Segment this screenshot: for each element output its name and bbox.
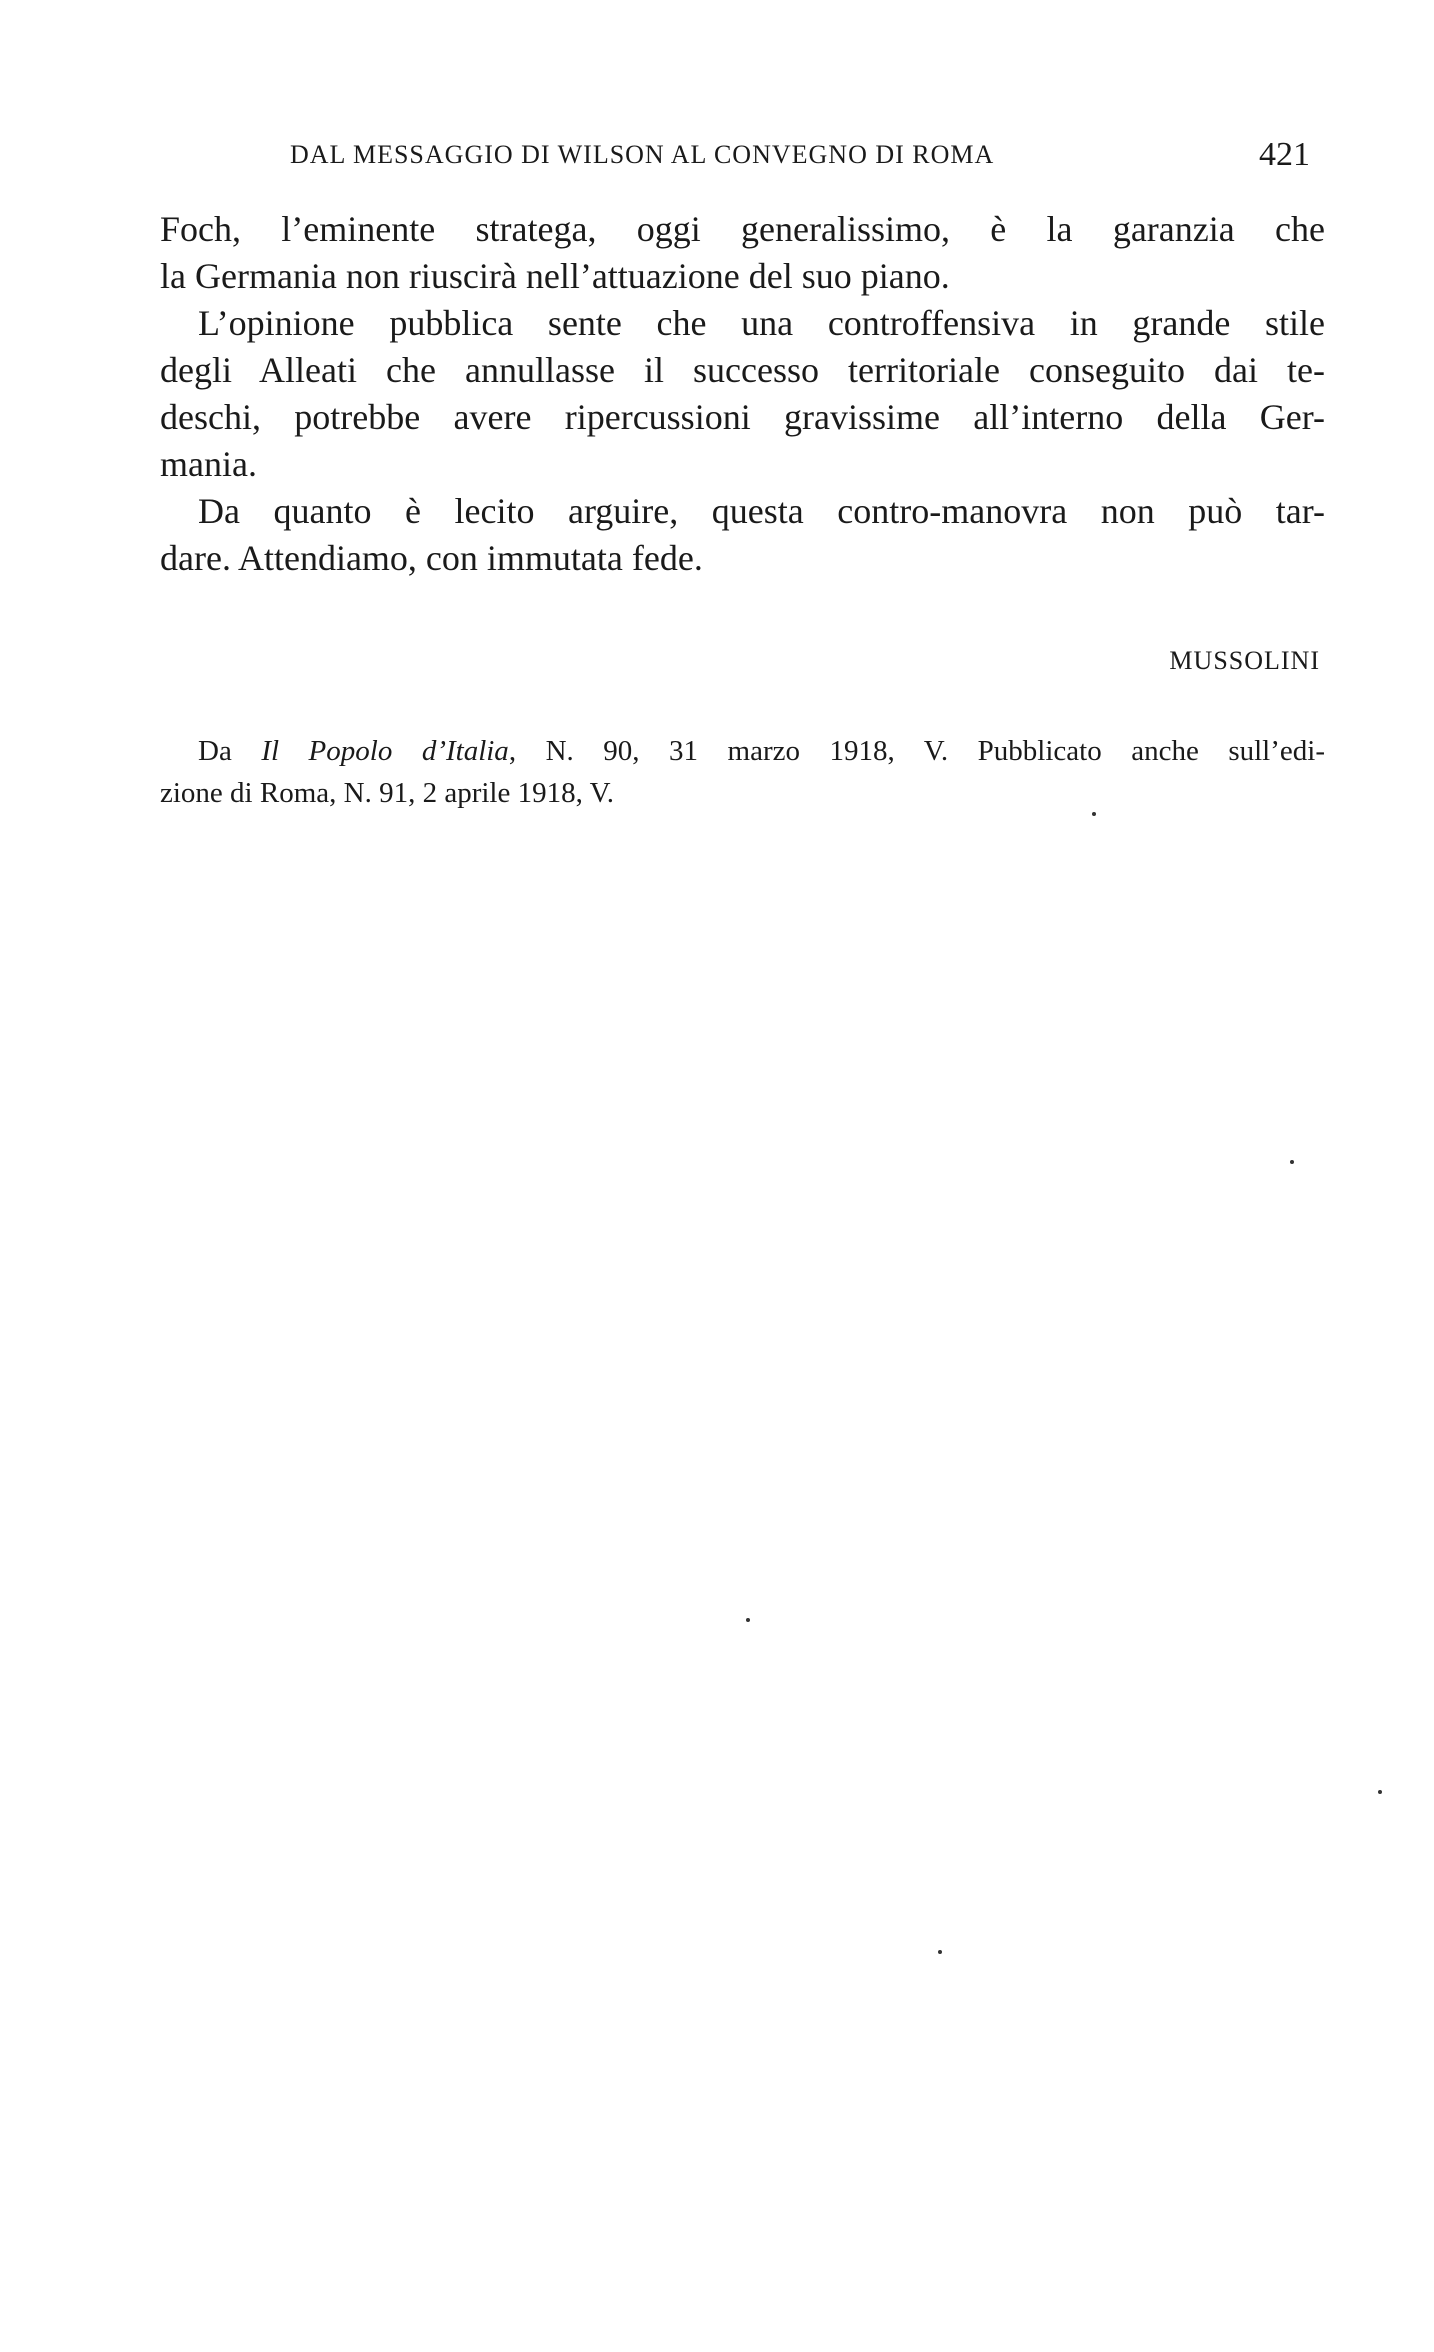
- scan-speck: [1290, 1160, 1294, 1164]
- body-text: [160, 206, 1325, 582]
- running-head-title: DAL MESSAGGIO DI WILSON AL CONVEGNO DI ROMA: [290, 140, 995, 169]
- body-line: mania.: [160, 444, 257, 484]
- body-line: Da quanto è lecito arguire, questa contro-manovra non può tar-: [198, 491, 1325, 531]
- source-note-details: , N. 90, 31 marzo 1918, V. Pubblicato anche sull’edi-: [508, 735, 1325, 767]
- running-head: [290, 136, 1310, 180]
- author-signature: MUSSOLINI: [1169, 646, 1320, 675]
- body-line: la Germania non riuscirà nell’attuazione del suo piano.: [160, 256, 950, 296]
- page-number: 421: [1259, 136, 1310, 173]
- body-line: deschi, potrebbe avere ripercussioni gravissime all’interno della Ger-: [160, 397, 1325, 437]
- scan-speck: [1378, 1790, 1382, 1794]
- body-line: dare. Attendiamo, con immutata fede.: [160, 538, 703, 578]
- body-line: Foch, l’eminente stratega, oggi generalissimo, è la garanzia che: [160, 209, 1325, 249]
- source-note-line: [160, 730, 1325, 772]
- source-note: [160, 730, 1325, 814]
- scan-speck: [938, 1950, 942, 1954]
- source-note-line: zione di Roma, N. 91, 2 aprile 1918, V.: [160, 777, 615, 809]
- scan-speck: [1092, 812, 1096, 816]
- scan-speck: [746, 1618, 750, 1622]
- body-line: L’opinione pubblica sente che una controffensiva in grande stile: [198, 303, 1325, 343]
- body-line: degli Alleati che annullasse il successo territoriale conseguito dai te-: [160, 350, 1325, 390]
- source-note-prefix: Da: [198, 735, 262, 767]
- publication-title: Il Popolo d’Italia: [261, 735, 509, 767]
